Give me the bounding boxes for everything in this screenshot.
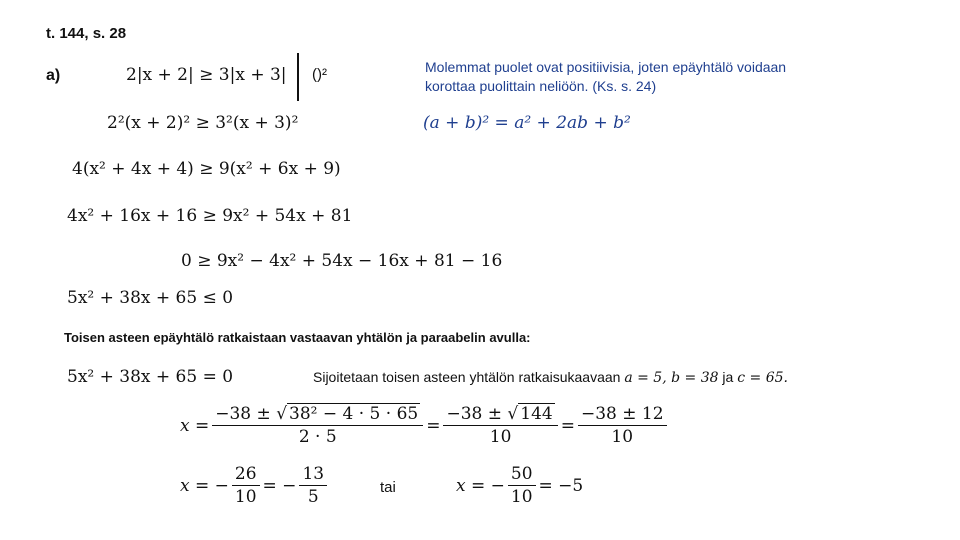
substitution-text: Sijoitetaan toisen asteen yhtälön ratkaisukaavaan — [313, 369, 621, 385]
solution-2-lhs: x = − — [456, 475, 505, 496]
substitution-note — [313, 369, 788, 386]
formula-eq-2: = — [560, 415, 575, 436]
sqrt-symbol-2: √ 144 — [507, 404, 553, 424]
formula-fraction-3-numerator: −38 ± 12 — [578, 403, 667, 426]
solution-2-denominator: 10 — [510, 487, 533, 507]
step-1-inequality: 2|x + 2| ≥ 3|x + 3| — [126, 65, 287, 85]
solution-1-f2-numerator: 13 — [299, 463, 327, 486]
solution-1-fraction-1 — [232, 463, 260, 508]
formula-fraction-2-denominator: 10 — [489, 427, 512, 447]
formula-fraction-2 — [443, 403, 557, 448]
sqrt-symbol-1: √ 38² − 4 · 5 · 65 — [276, 404, 419, 424]
solution-1-f1-denominator: 10 — [234, 487, 257, 507]
connector-tai: tai — [380, 479, 396, 496]
solution-1-f1-numerator: 26 — [232, 463, 260, 486]
substitution-and: ja — [722, 369, 734, 385]
section-heading: Toisen asteen epäyhtälö ratkaistaan vastaavan yhtälön ja paraabelin avulla: — [64, 330, 531, 345]
explanation-line-1: Molemmat puolet ovat positiivisia, joten epäyhtälö voidaan — [425, 59, 787, 75]
solution-1 — [180, 463, 330, 508]
square-operation-note: ()² — [312, 66, 327, 83]
formula-f1-prefix: −38 ± — [215, 404, 271, 424]
part-label: a) — [46, 67, 61, 84]
binomial-identity: (a + b)² = a² + 2ab + b² — [423, 113, 631, 133]
formula-fraction-1 — [212, 403, 423, 448]
formula-fraction-2-numerator — [443, 403, 557, 426]
step-4-multiplied: 4x² + 16x + 16 ≥ 9x² + 54x + 81 — [67, 206, 353, 226]
formula-fraction-1-numerator — [212, 403, 423, 426]
exercise-title: t. 144, s. 28 — [46, 25, 127, 42]
formula-fraction-3-denominator: 10 — [611, 427, 634, 447]
formula-fraction-3 — [578, 403, 667, 448]
solution-2-fraction — [508, 463, 536, 508]
coefficients-ab: a = 5, b = 38 — [624, 370, 719, 386]
operation-divider — [297, 53, 299, 101]
formula-f2-radicand: 144 — [520, 404, 553, 424]
solution-1-f2-denominator: 5 — [307, 487, 319, 507]
step-5-rearranged: 0 ≥ 9x² − 4x² + 54x − 16x + 81 − 16 — [181, 251, 503, 271]
coefficient-c: c = 65. — [737, 370, 788, 386]
step-6-simplified: 5x² + 38x + 65 ≤ 0 — [67, 288, 234, 308]
formula-fraction-1-denominator: 2 · 5 — [298, 427, 337, 447]
quadratic-formula — [180, 403, 670, 448]
formula-f1-radicand: 38² − 4 · 5 · 65 — [289, 404, 419, 424]
step-2-squared: 2²(x + 2)² ≥ 3²(x + 3)² — [107, 113, 299, 133]
formula-f2-prefix: −38 ± — [446, 404, 502, 424]
formula-eq-1: = — [426, 415, 441, 436]
quadratic-equation: 5x² + 38x + 65 = 0 — [67, 367, 234, 387]
solution-1-fraction-2 — [299, 463, 327, 508]
step-3-expanded: 4(x² + 4x + 4) ≥ 9(x² + 6x + 9) — [72, 159, 341, 179]
formula-lhs: x = — [180, 415, 210, 436]
explanation-line-2: korottaa puolittain neliöön. (Ks. s. 24) — [425, 78, 657, 94]
explanation-note — [425, 58, 786, 96]
solution-2 — [456, 463, 583, 508]
solution-2-numerator: 50 — [508, 463, 536, 486]
solution-1-mid: = − — [262, 475, 297, 496]
solution-2-rhs: = −5 — [538, 475, 584, 496]
solution-1-lhs: x = − — [180, 475, 229, 496]
